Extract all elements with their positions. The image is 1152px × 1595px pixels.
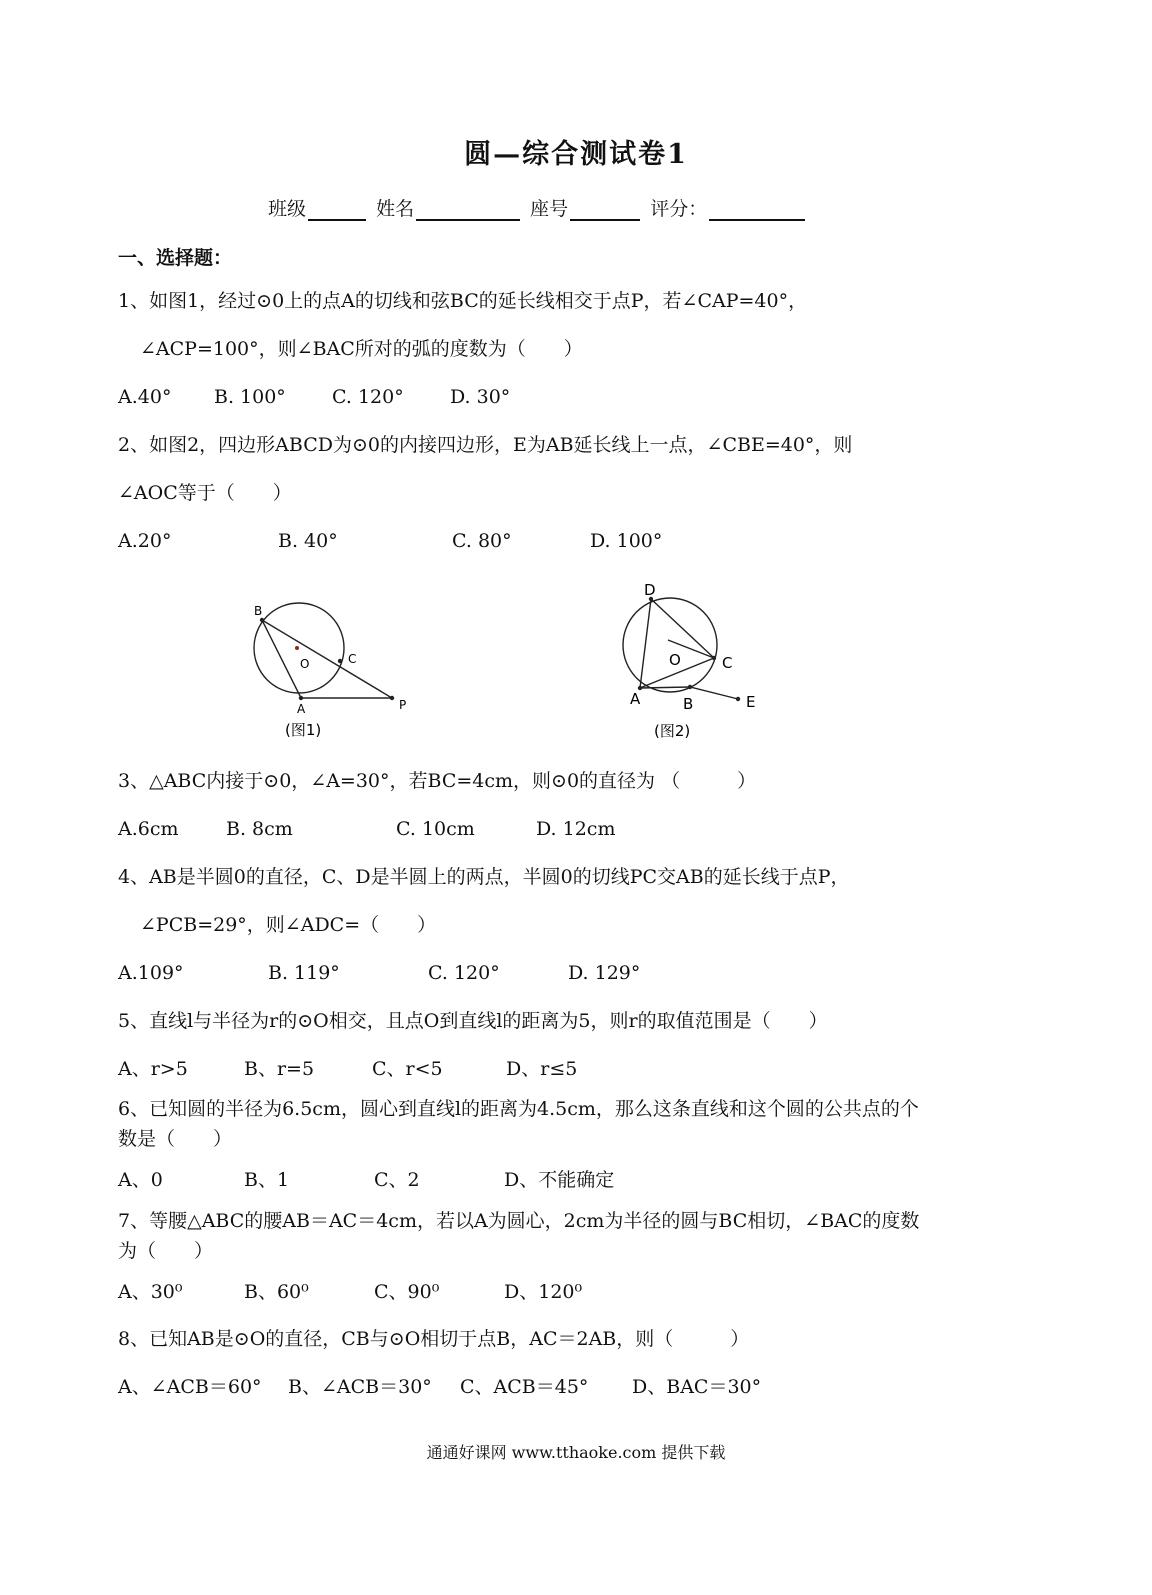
fig1-lines	[262, 620, 392, 698]
fig2-line-dc	[651, 599, 714, 658]
q3-line1: 3、△ABC内接于⊙0，∠A=30°，若BC=4cm，则⊙0的直径为 （ ）	[118, 770, 757, 792]
q2-option-d[interactable]: D. 100°	[590, 530, 663, 552]
q7-line1: 7、等腰△ABC的腰AB＝AC＝4cm，若以A为圆心，2cm为半径的圆与BC相切，∠BAC的度数	[118, 1210, 920, 1232]
q4-option-d[interactable]: D. 129°	[568, 962, 641, 984]
q2-option-b[interactable]: B. 40°	[278, 530, 338, 552]
section-heading: 一、选择题：	[118, 247, 233, 269]
score-label: 评分：	[650, 198, 708, 220]
q5-option-a[interactable]: A、r>5	[118, 1058, 188, 1080]
q1-option-c[interactable]: C. 120°	[332, 386, 404, 408]
q2-line2: ∠AOC等于（ ）	[118, 482, 292, 504]
fig2-point-c	[712, 656, 716, 660]
fig1-point-a	[299, 696, 303, 700]
fig2-caption: (图2)	[654, 722, 691, 740]
student-info-line	[268, 194, 809, 221]
q7-line2: 为（ ）	[118, 1240, 214, 1262]
fig1-label-p: P	[399, 698, 407, 712]
fig1-point-b	[260, 618, 264, 622]
name-blank[interactable]	[416, 199, 520, 221]
q6-line2: 数是（ ）	[118, 1128, 233, 1150]
page-title: 圆—综合测试卷1	[464, 139, 688, 170]
footer-credit: 通通好课网 www.tthaoke.com 提供下载	[426, 1443, 726, 1462]
fig2-point-e	[736, 697, 740, 701]
fig1-label-o: O	[300, 657, 310, 671]
name-label: 姓名	[376, 198, 415, 220]
fig1-point-p	[390, 696, 394, 700]
q2-option-a[interactable]: A.20°	[118, 530, 172, 552]
fig2-label-e: E	[746, 693, 756, 711]
q5-option-b[interactable]: B、r=5	[244, 1058, 315, 1080]
q2-line1: 2、如图2，四边形ABCD为⊙0的内接四边形，E为AB延长线上一点，∠CBE=40°，则	[118, 434, 853, 456]
q8-line1: 8、已知AB是⊙O的直径，CB与⊙O相切于点B，AC＝2AB，则（ ）	[118, 1328, 750, 1350]
q7-option-a[interactable]: A、30⁰	[118, 1281, 183, 1303]
q8-option-d[interactable]: D、BAC＝30°	[632, 1376, 762, 1398]
seat-label: 座号	[530, 198, 569, 220]
q7-option-b[interactable]: B、60⁰	[244, 1281, 309, 1303]
q8-option-a[interactable]: A、∠ACB＝60°	[118, 1376, 262, 1398]
q7-option-d[interactable]: D、120⁰	[504, 1281, 583, 1303]
class-blank[interactable]	[308, 199, 366, 221]
fig2-label-b: B	[683, 695, 694, 713]
q5-option-c[interactable]: C、r<5	[372, 1058, 443, 1080]
fig2-label-a: A	[630, 690, 641, 708]
q5-line1: 5、直线l与半径为r的⊙O相交，且点O到直线l的距离为5，则r的取值范围是（ ）	[118, 1010, 828, 1032]
q3-options	[118, 816, 615, 842]
fig2-line-dab-e	[640, 599, 738, 699]
figure-2-diagram	[610, 575, 800, 750]
q7-option-c[interactable]: C、90⁰	[374, 1281, 440, 1303]
q3-option-c[interactable]: C. 10cm	[396, 818, 475, 840]
q1-line1: 1、如图1，经过⊙0上的点A的切线和弦BC的延长线相交于点P，若∠CAP=40°，	[118, 290, 808, 312]
fig1-label-c: C	[348, 652, 357, 666]
fig1-caption: (图1)	[285, 721, 322, 739]
q4-options	[118, 960, 640, 986]
fig1-label-b: B	[254, 604, 263, 618]
q5-option-d[interactable]: D、r≤5	[506, 1058, 578, 1080]
q1-option-b[interactable]: B. 100°	[214, 386, 286, 408]
q2-options	[118, 528, 662, 554]
q4-line1: 4、AB是半圆0的直径，C、D是半圆上的两点，半圆0的切线PC交AB的延长线于点P，	[118, 866, 850, 888]
q1-option-d[interactable]: D. 30°	[450, 386, 511, 408]
q6-options	[118, 1167, 614, 1193]
seat-blank[interactable]	[570, 199, 640, 221]
fig1-point-c	[338, 659, 342, 663]
q1-option-a[interactable]: A.40°	[118, 386, 172, 408]
fig2-label-d: D	[644, 581, 656, 599]
fig1-center-o	[295, 646, 299, 650]
q7-options	[118, 1279, 582, 1305]
score-blank[interactable]	[709, 199, 805, 221]
q3-option-b[interactable]: B. 8cm	[226, 818, 293, 840]
q4-option-b[interactable]: B. 119°	[268, 962, 340, 984]
q1-line2: ∠ACP=100°，则∠BAC所对的弧的度数为（ ）	[140, 338, 583, 360]
q6-option-a[interactable]: A、0	[118, 1169, 163, 1191]
q6-option-d[interactable]: D、不能确定	[504, 1169, 615, 1191]
q1-options	[118, 384, 510, 410]
q4-option-c[interactable]: C. 120°	[428, 962, 500, 984]
class-label: 班级	[268, 198, 307, 220]
fig2-label-o: O	[669, 651, 681, 669]
q2-option-c[interactable]: C. 80°	[452, 530, 512, 552]
fig2-circle	[623, 598, 717, 692]
q8-options	[118, 1374, 761, 1400]
q6-option-b[interactable]: B、1	[244, 1169, 290, 1191]
q3-option-d[interactable]: D. 12cm	[536, 818, 616, 840]
fig2-point-b	[688, 685, 692, 689]
q8-option-c[interactable]: C、ACB＝45°	[460, 1376, 589, 1398]
fig1-label-a: A	[297, 702, 306, 716]
q5-options	[118, 1056, 577, 1082]
q4-line2: ∠PCB=29°，则∠ADC=（ ）	[140, 914, 437, 936]
q6-option-c[interactable]: C、2	[374, 1169, 420, 1191]
q3-option-a[interactable]: A.6cm	[118, 818, 179, 840]
figure-1-diagram	[240, 595, 440, 745]
fig2-label-c: C	[722, 654, 733, 672]
q8-option-b[interactable]: B、∠ACB＝30°	[288, 1376, 432, 1398]
q6-line1: 6、已知圆的半径为6.5cm，圆心到直线l的距离为4.5cm，那么这条直线和这个圆的公共点的个	[118, 1098, 919, 1120]
q4-option-a[interactable]: A.109°	[118, 962, 184, 984]
